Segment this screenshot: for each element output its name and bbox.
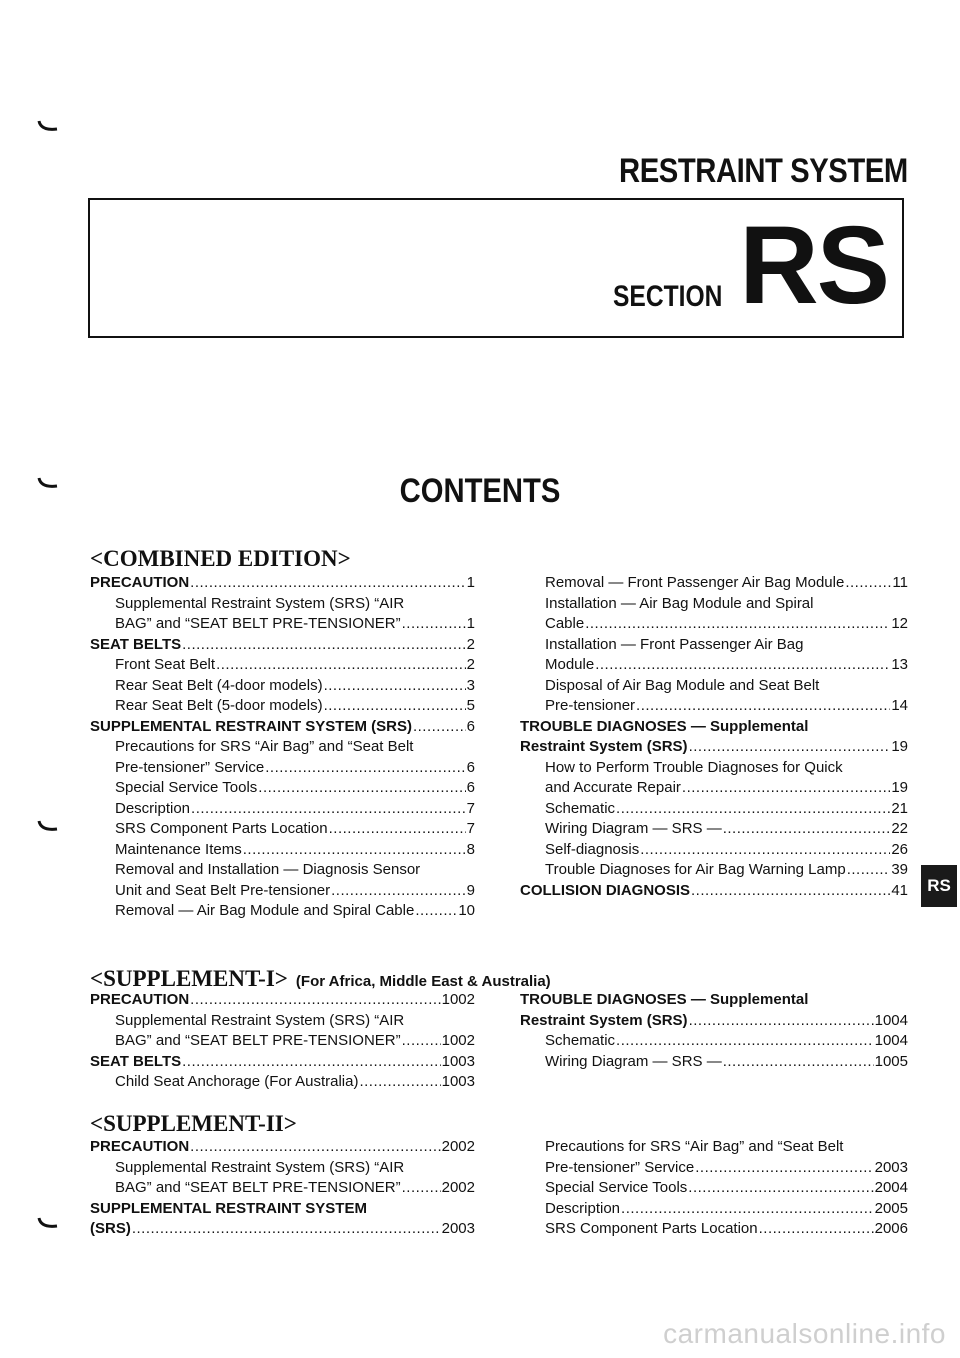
toc-entry-title: Front Seat Belt [115, 656, 216, 673]
toc-entry[interactable] [520, 656, 908, 677]
toc-entry-title: Self-diagnosis [545, 840, 640, 858]
dot-leader [415, 902, 457, 919]
toc-entry[interactable] [90, 1073, 475, 1094]
toc-entry-title: (SRS) [90, 1220, 131, 1237]
edition-heading [90, 966, 551, 992]
edition-heading [90, 546, 359, 572]
dot-leader [621, 1200, 874, 1217]
toc-page-number: 9 [466, 881, 475, 899]
toc-entry[interactable] [520, 861, 908, 882]
dot-leader [324, 697, 466, 714]
dot-leader [847, 861, 891, 878]
toc-entry-title: Schematic [545, 1032, 616, 1049]
toc-entry-title: Special Service Tools [115, 779, 258, 796]
toc-column-right [520, 1138, 908, 1241]
dot-leader [324, 677, 466, 694]
toc-entry[interactable] [90, 718, 475, 739]
toc-entry-title: SEAT BELTS [90, 635, 182, 653]
toc-entry[interactable] [90, 677, 475, 698]
toc-page-number: 1 [466, 574, 475, 591]
toc-entry[interactable] [520, 779, 908, 800]
toc-entry[interactable] [520, 697, 908, 718]
dot-leader [759, 1220, 874, 1237]
toc-entry[interactable] [90, 1053, 475, 1074]
toc-entry[interactable] [520, 1053, 908, 1074]
toc-entry[interactable] [90, 1200, 475, 1221]
toc-page-number: 8 [466, 840, 475, 858]
toc-entry[interactable] [90, 1138, 475, 1159]
dot-leader [359, 1073, 440, 1090]
toc-entry[interactable] [520, 759, 908, 780]
margin-mark [37, 820, 59, 834]
toc-page-number: 1 [466, 615, 475, 632]
section-tab[interactable]: RS [921, 865, 957, 907]
toc-page-number: 19 [891, 779, 908, 796]
toc-page-number: 1002 [441, 991, 475, 1008]
toc-entry-title: Removal — Air Bag Module and Spiral Cable [115, 902, 415, 919]
toc-entry-title: Wiring Diagram — SRS — [545, 820, 722, 837]
toc-page-number: 2 [466, 656, 475, 673]
toc-page-number: 5 [466, 697, 475, 714]
toc-page-number: 41 [891, 881, 908, 899]
toc-entry-title: TROUBLE DIAGNOSES — Supplemental [520, 991, 809, 1008]
toc-entry-title: Module [545, 656, 595, 673]
toc-column-left [90, 574, 475, 923]
toc-entry-title: Trouble Diagnoses for Air Bag Warning Lamp [545, 861, 846, 878]
toc-entry[interactable] [90, 841, 475, 862]
toc-entry-title: BAG” and “SEAT BELT PRE-TENSIONER” [115, 1179, 401, 1196]
toc-page-number: 1003 [441, 1052, 475, 1070]
toc-entry-title: TROUBLE DIAGNOSES — Supplemental [520, 717, 809, 735]
toc-entry-title: How to Perform Trouble Diagnoses for Quick [545, 758, 843, 776]
contents-heading: CONTENTS [399, 472, 561, 510]
toc-entry-title: Maintenance Items [115, 840, 242, 858]
dot-leader [723, 1053, 874, 1070]
toc-entry[interactable] [520, 882, 908, 903]
toc-entry[interactable] [520, 800, 908, 821]
dot-leader [190, 991, 440, 1008]
dot-leader [402, 615, 466, 632]
toc-entry[interactable] [520, 595, 908, 616]
toc-entry[interactable] [520, 841, 908, 862]
dot-leader [640, 841, 890, 858]
toc-entry[interactable] [520, 820, 908, 841]
dot-leader [190, 574, 465, 591]
dot-leader [331, 882, 466, 899]
toc-entry-title: Pre-tensioner” Service [545, 1158, 695, 1176]
toc-page-number: 1003 [441, 1073, 475, 1090]
toc-page-number: 2005 [874, 1199, 908, 1217]
toc-page-number: 12 [891, 615, 908, 632]
toc-entry[interactable] [90, 574, 475, 595]
toc-entry[interactable] [90, 800, 475, 821]
toc-entry[interactable] [90, 697, 475, 718]
toc-entry-title: Supplemental Restraint System (SRS) “AIR [115, 1011, 405, 1029]
dot-leader [585, 615, 890, 632]
toc-entry-title: PRECAUTION [90, 991, 190, 1008]
toc-entry-title: BAG” and “SEAT BELT PRE-TENSIONER” [115, 1032, 401, 1049]
toc-entry-title: Precautions for SRS “Air Bag” and “Seat Belt [115, 738, 414, 755]
section-label: SECTION [612, 280, 722, 313]
margin-mark [37, 477, 59, 491]
watermark: carmanualsonline.info [663, 1318, 946, 1349]
dot-leader [265, 759, 465, 776]
toc-entry-title: Child Seat Anchorage (For Australia) [115, 1073, 359, 1090]
toc-entry-title: COLLISION DIAGNOSIS [520, 881, 691, 899]
toc-entry[interactable] [520, 1138, 908, 1159]
toc-page-number: 1004 [874, 1032, 908, 1049]
dot-leader [329, 820, 466, 837]
toc-entry-title: Description [115, 799, 191, 817]
toc-entry[interactable] [520, 1220, 908, 1241]
toc-entry[interactable] [520, 1032, 908, 1053]
toc-entry[interactable] [90, 820, 475, 841]
toc-page-number: 13 [891, 656, 908, 673]
toc-entry[interactable] [90, 1012, 475, 1033]
toc-column-right [520, 574, 908, 902]
toc-entry[interactable] [90, 1220, 475, 1241]
dot-leader [689, 738, 891, 755]
toc-entry-title: Restraint System (SRS) [520, 1011, 688, 1029]
dot-leader [216, 656, 466, 673]
toc-page-number: 6 [466, 779, 475, 796]
toc-column-left [90, 991, 475, 1094]
margin-mark [37, 1217, 59, 1231]
toc-entry[interactable] [520, 1179, 908, 1200]
toc-page-number: 39 [891, 861, 908, 878]
toc-page-number: 1005 [874, 1052, 908, 1070]
toc-entry-title: Schematic [545, 799, 616, 817]
dot-leader [689, 1012, 874, 1029]
toc-entry[interactable] [90, 1179, 475, 1200]
toc-page-number: 7 [466, 820, 475, 837]
dot-leader [616, 800, 890, 817]
toc-entry-title: Removal and Installation — Diagnosis Sensor [115, 861, 421, 878]
dot-leader [402, 1032, 441, 1049]
toc-entry[interactable] [90, 902, 475, 923]
toc-page-number: 1002 [441, 1032, 475, 1049]
toc-entry-title: SEAT BELTS [90, 1052, 182, 1070]
toc-entry-title: BAG” and “SEAT BELT PRE-TENSIONER” [115, 615, 401, 632]
toc-entry[interactable] [520, 615, 908, 636]
toc-entry[interactable] [520, 1159, 908, 1180]
toc-page-number: 10 [458, 902, 475, 919]
dot-leader [595, 656, 890, 673]
dot-leader [682, 779, 890, 796]
toc-entry-title: Removal — Front Passenger Air Bag Module [545, 574, 845, 591]
toc-entry-title: SUPPLEMENTAL RESTRAINT SYSTEM [90, 1199, 367, 1217]
toc-entry[interactable] [520, 738, 908, 759]
toc-page-number: 2002 [441, 1179, 475, 1196]
toc-entry-title: Supplemental Restraint System (SRS) “AIR [115, 594, 405, 612]
toc-page-number: 7 [466, 799, 475, 817]
toc-entry-title: Pre-tensioner [545, 697, 636, 714]
toc-entry-title: Special Service Tools [545, 1179, 688, 1196]
toc-entry-title: PRECAUTION [90, 574, 190, 591]
dot-leader [191, 800, 466, 817]
toc-entry[interactable] [520, 574, 908, 595]
toc-entry[interactable] [520, 991, 908, 1012]
dot-leader [695, 1159, 873, 1176]
toc-entry[interactable] [90, 1032, 475, 1053]
toc-entry-title: and Accurate Repair [545, 779, 681, 796]
toc-entry-title: Description [545, 1199, 621, 1217]
toc-page-number: 2 [466, 635, 475, 653]
toc-entry-title: Disposal of Air Bag Module and Seat Belt [545, 676, 820, 694]
dot-leader [182, 1053, 441, 1070]
dot-leader [845, 574, 891, 591]
toc-entry-title: Rear Seat Belt (4-door models) [115, 676, 323, 694]
dot-leader [258, 779, 465, 796]
toc-page-number: 2002 [441, 1138, 475, 1155]
toc-column-right [520, 991, 908, 1073]
toc-page-number: 19 [891, 738, 908, 755]
toc-entry[interactable] [90, 738, 475, 759]
toc-page-number: 2004 [874, 1179, 908, 1196]
section-box [88, 198, 904, 338]
toc-page-number: 21 [891, 799, 908, 817]
dot-leader [413, 718, 466, 735]
toc-page-number: 22 [891, 820, 908, 837]
toc-entry[interactable] [520, 1200, 908, 1221]
toc-page-number: 6 [466, 758, 475, 776]
dot-leader [636, 697, 890, 714]
toc-entry[interactable] [90, 991, 475, 1012]
toc-entry-title: Wiring Diagram — SRS — [545, 1052, 722, 1070]
edition-note: (For Africa, Middle East & Australia) [295, 973, 551, 990]
margin-mark [37, 120, 59, 134]
toc-entry-title: Precautions for SRS “Air Bag” and “Seat Belt [545, 1138, 844, 1155]
toc-column-left [90, 1138, 475, 1241]
edition-title: <SUPPLEMENT-II> [90, 1111, 297, 1136]
toc-entry[interactable] [90, 595, 475, 616]
toc-entry[interactable] [90, 1159, 475, 1180]
toc-entry[interactable] [90, 656, 475, 677]
toc-entry-title: Cable [545, 615, 585, 632]
toc-entry-title: Unit and Seat Belt Pre-tensioner [115, 881, 331, 899]
toc-page-number: 2003 [441, 1220, 475, 1237]
edition-title: <SUPPLEMENT-I> [90, 966, 288, 991]
toc-entry-title: Pre-tensioner” Service [115, 758, 265, 776]
toc-page-number: 2006 [874, 1220, 908, 1237]
toc-page-number: 3 [466, 676, 475, 694]
toc-entry-title: SRS Component Parts Location [545, 1220, 758, 1237]
edition-heading [90, 1111, 305, 1137]
toc-entry-title: PRECAUTION [90, 1138, 190, 1155]
toc-entry[interactable] [90, 759, 475, 780]
edition-title: <COMBINED EDITION> [90, 546, 351, 571]
dot-leader [190, 1138, 440, 1155]
dot-leader [723, 820, 891, 837]
toc-page-number: 11 [892, 574, 908, 591]
toc-entry-title: Rear Seat Belt (5-door models) [115, 697, 323, 714]
toc-entry[interactable] [90, 882, 475, 903]
toc-page-number: 26 [891, 840, 908, 858]
section-code: RS [739, 204, 888, 327]
toc-entry-title: SRS Component Parts Location [115, 820, 328, 837]
dot-leader [616, 1032, 874, 1049]
toc-entry-title: SUPPLEMENTAL RESTRAINT SYSTEM (SRS) [90, 717, 412, 735]
dot-leader [402, 1179, 441, 1196]
toc-entry-title: Supplemental Restraint System (SRS) “AIR [115, 1158, 405, 1176]
toc-entry[interactable] [520, 1012, 908, 1033]
dot-leader [182, 636, 466, 653]
toc-entry-title: Installation — Air Bag Module and Spiral [545, 594, 814, 612]
toc-entry[interactable] [520, 677, 908, 698]
toc-entry-title: Restraint System (SRS) [520, 738, 688, 755]
dot-leader [132, 1220, 441, 1237]
toc-entry-title: Installation — Front Passenger Air Bag [545, 635, 804, 653]
toc-entry[interactable] [520, 718, 908, 739]
toc-page-number: 1004 [874, 1011, 908, 1029]
toc-entry[interactable] [520, 636, 908, 657]
toc-entry[interactable] [90, 861, 475, 882]
dot-leader [688, 1179, 873, 1196]
toc-entry[interactable] [90, 615, 475, 636]
toc-entry[interactable] [90, 779, 475, 800]
toc-page-number: 14 [891, 697, 908, 714]
dot-leader [691, 882, 890, 899]
dot-leader [243, 841, 466, 858]
toc-page-number: 6 [466, 717, 475, 735]
page-title: RESTRAINT SYSTEM [619, 152, 908, 190]
toc-page-number: 2003 [874, 1158, 908, 1176]
toc-entry[interactable] [90, 636, 475, 657]
